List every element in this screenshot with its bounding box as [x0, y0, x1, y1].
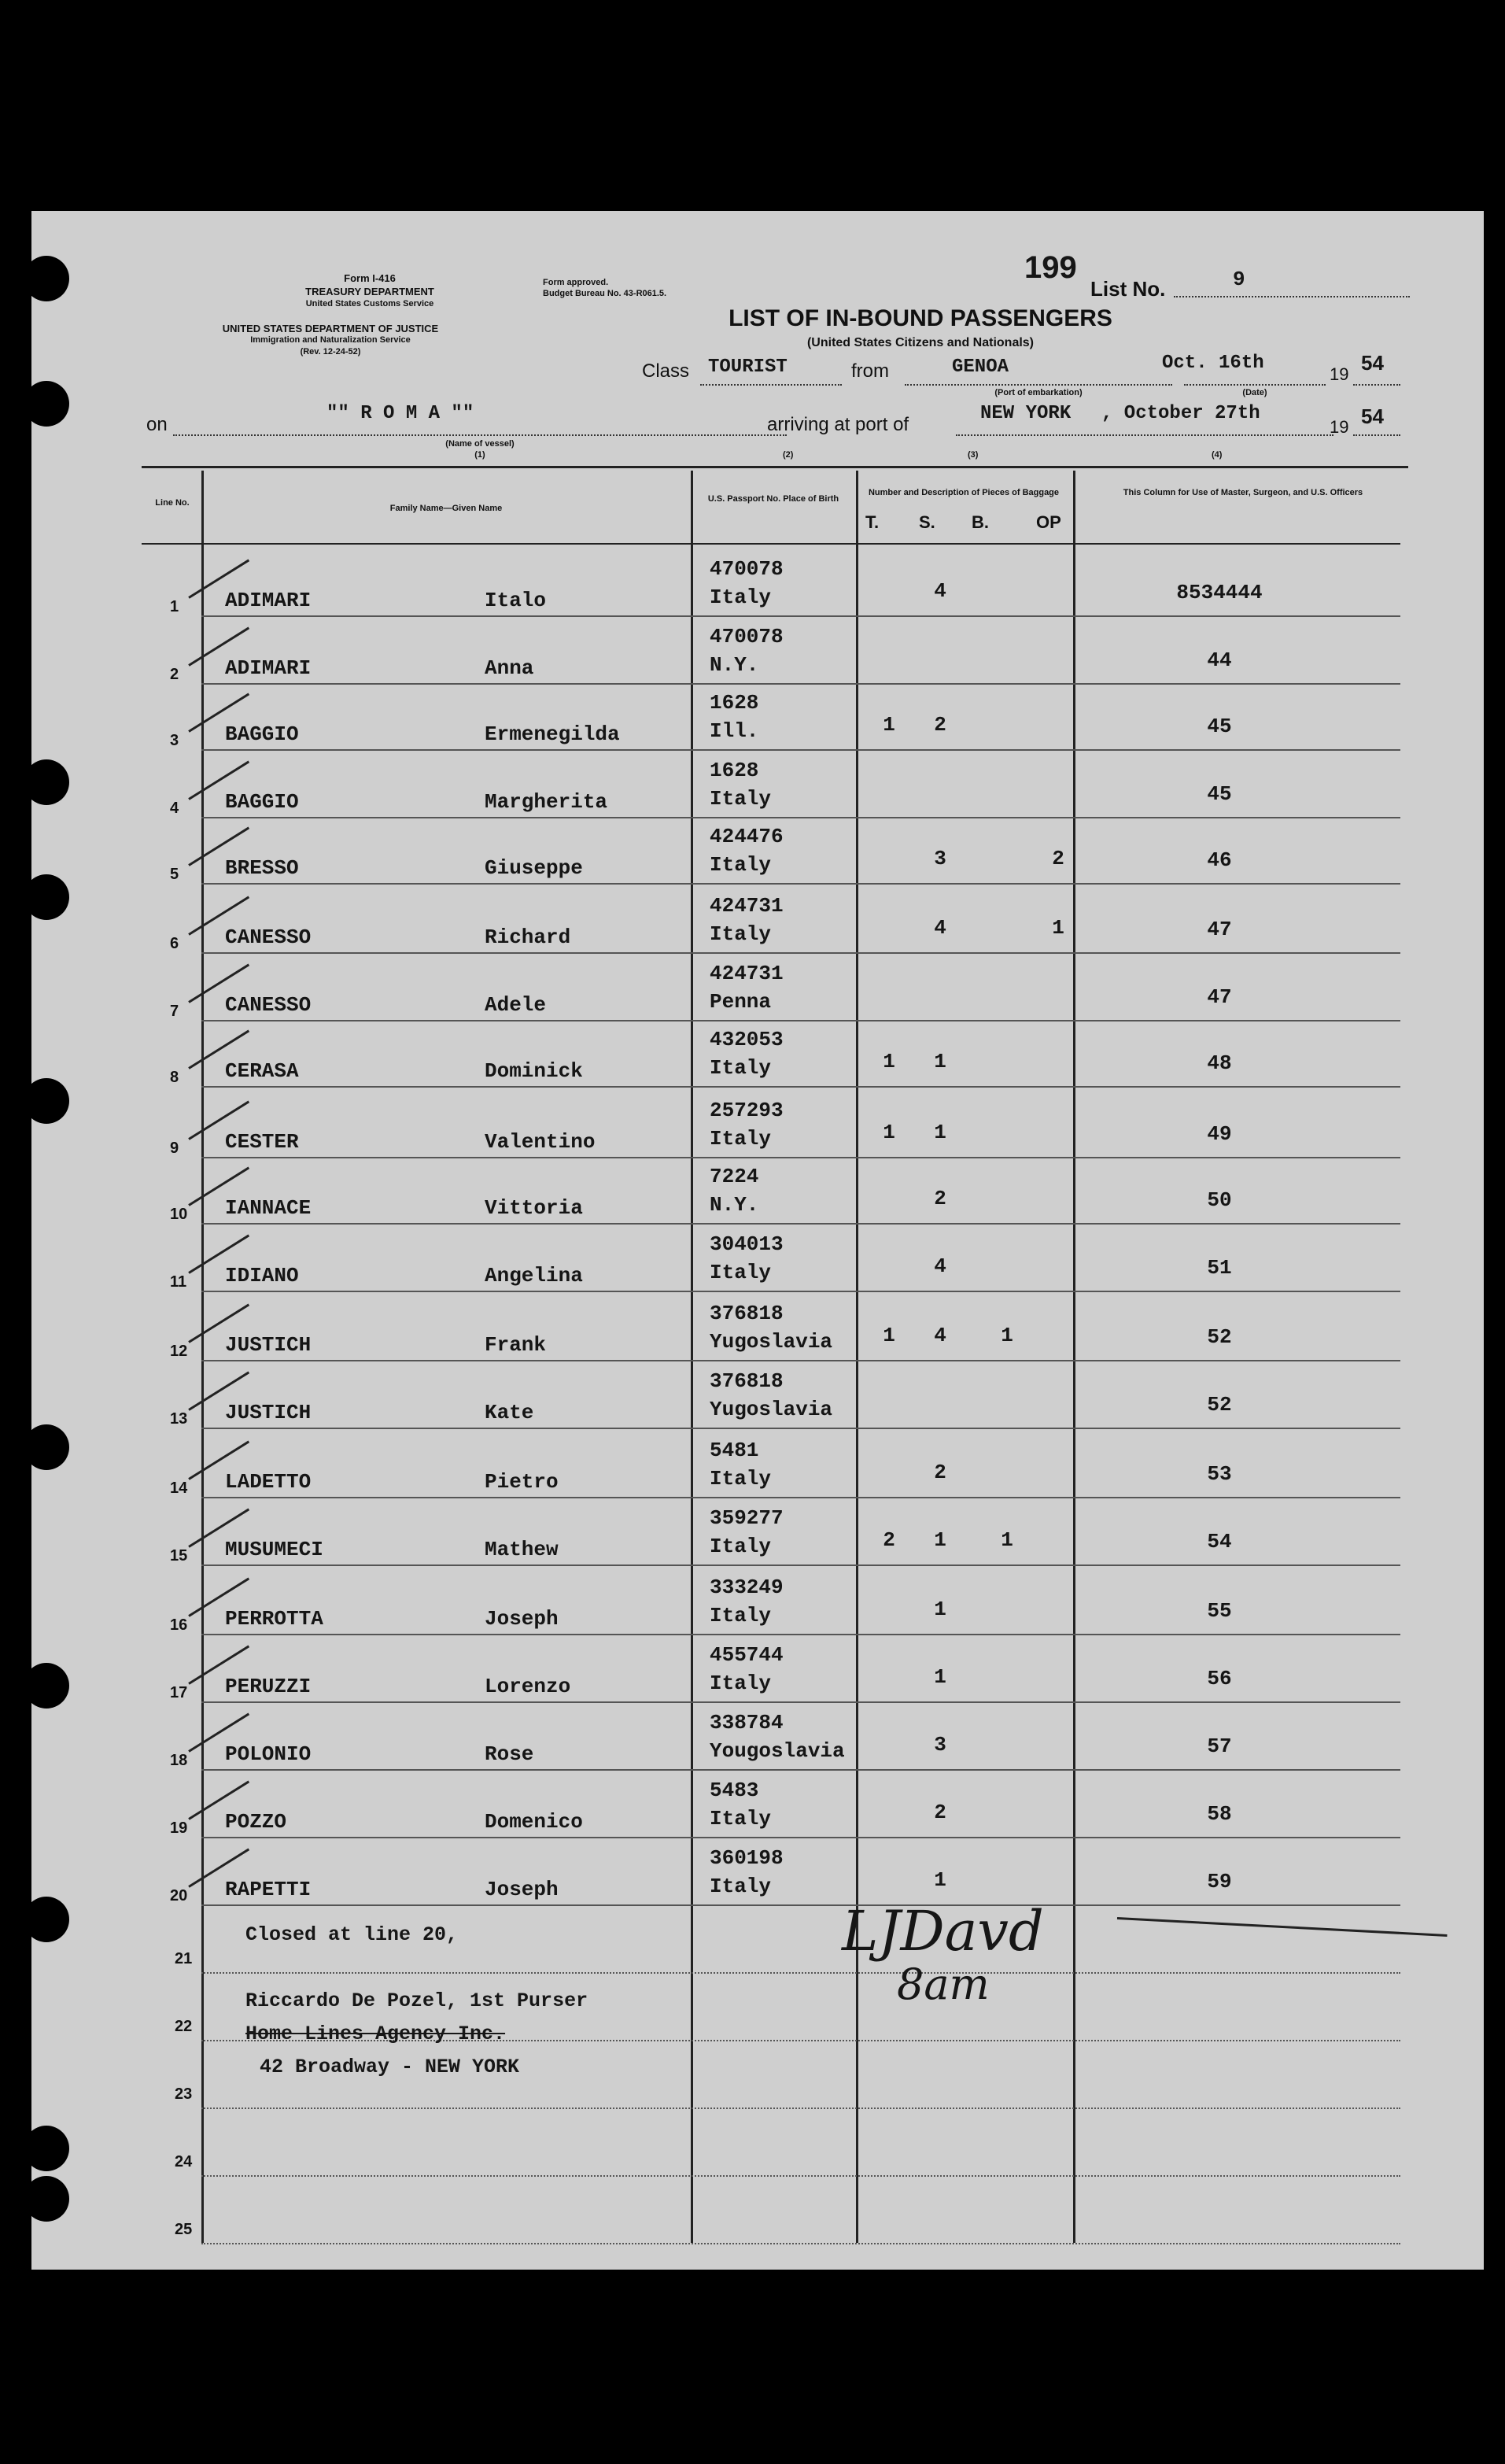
caption-3: (3): [968, 450, 979, 460]
passport-number: 424731: [710, 962, 784, 985]
customs-service: United States Customs Service: [305, 299, 434, 308]
passport-number: 5481: [710, 1439, 759, 1462]
place-of-birth: Penna: [710, 990, 772, 1014]
given-name: Lorenzo: [485, 1675, 571, 1698]
officer-code: 51: [1207, 1256, 1232, 1280]
officer-code: 45: [1207, 782, 1232, 806]
officer-code: 56: [1207, 1667, 1232, 1690]
form-approved: Form approved.: [543, 278, 609, 287]
embark-caption: (Port of embarkation): [994, 388, 1083, 397]
family-name: LADETTO: [225, 1470, 312, 1494]
bag-s-count: 3: [934, 1733, 946, 1757]
row-rule: [201, 1360, 1400, 1361]
vessel-name: "" R O M A "": [326, 403, 474, 424]
document-page: [31, 211, 1484, 2270]
bag-op-count: 2: [1052, 847, 1064, 870]
signature-time: 8am: [897, 1960, 990, 2009]
line-number: 16: [170, 1616, 188, 1634]
line-number: 25: [175, 2221, 193, 2238]
budget-bureau: Budget Bureau No. 43-R061.5.: [543, 289, 667, 298]
passport-number: 376818: [710, 1369, 784, 1393]
col-header-passport: U.S. Passport No. Place of Birth: [707, 494, 839, 504]
row-rule: [201, 817, 1400, 818]
bag-b: B.: [972, 512, 989, 532]
line-number: 15: [170, 1547, 188, 1564]
page-stamp: 199: [1024, 250, 1077, 285]
given-name: Kate: [485, 1401, 534, 1424]
family-name: IDIANO: [225, 1264, 299, 1287]
line-number: 14: [170, 1480, 188, 1497]
officer-code: 55: [1207, 1599, 1232, 1623]
given-name: Margherita: [485, 790, 608, 814]
list-no-value: 9: [1233, 268, 1245, 291]
vessel-caption: (Name of vessel): [445, 439, 515, 449]
passport-number: 338784: [710, 1711, 784, 1734]
passport-number: 1628: [710, 691, 759, 715]
given-name: Joseph: [485, 1878, 559, 1901]
punch-hole: [24, 759, 69, 805]
col-divider-officers: [1073, 471, 1075, 2243]
line-number: 10: [170, 1206, 188, 1223]
officer-code: 54: [1207, 1530, 1232, 1553]
from-line: [905, 384, 1172, 386]
officer-code: 47: [1207, 985, 1232, 1009]
given-name: Anna: [485, 656, 534, 680]
family-name: IANNACE: [225, 1196, 312, 1220]
col-header-line: Line No.: [155, 498, 190, 508]
col-header-name: Family Name—Given Name: [389, 504, 503, 513]
year2-line: [1353, 434, 1400, 436]
bag-s-count: 3: [934, 847, 946, 870]
bag-b-count: 1: [1001, 1324, 1013, 1347]
row-rule: [201, 683, 1400, 685]
from-value: GENOA: [952, 356, 1009, 378]
bag-s-count: 2: [934, 1461, 946, 1484]
passport-number: 360198: [710, 1846, 784, 1870]
form-number: Form I-416: [344, 272, 396, 284]
col-divider-passport: [691, 471, 693, 2243]
place-of-birth: Italy: [710, 922, 772, 946]
bag-t-count: 1: [883, 1324, 895, 1347]
line-number: 2: [170, 666, 179, 683]
passport-number: 470078: [710, 625, 784, 648]
vessel-caption-number: (1): [474, 450, 485, 460]
line-number: 3: [170, 732, 179, 749]
bag-s-count: 1: [934, 1868, 946, 1892]
family-name: JUSTICH: [225, 1333, 312, 1357]
row-rule: [201, 1904, 1400, 1906]
row-rule: [201, 952, 1400, 954]
date-caption: (Date): [1242, 388, 1267, 397]
given-name: Dominick: [485, 1059, 583, 1083]
row-rule: [201, 1972, 1400, 1974]
family-name: MUSUMECI: [225, 1538, 323, 1561]
family-name: BAGGIO: [225, 722, 299, 746]
line-number: 4: [170, 800, 179, 817]
family-name: BAGGIO: [225, 790, 299, 814]
row-rule: [201, 1634, 1400, 1635]
header-bottom-rule: [142, 543, 1400, 545]
place-of-birth: Yugoslavia: [710, 1398, 833, 1421]
punch-hole: [24, 381, 69, 427]
passport-number: 304013: [710, 1232, 784, 1256]
bag-s-count: 2: [934, 713, 946, 737]
place-of-birth: Ill.: [710, 719, 759, 743]
passport-number: 1628: [710, 759, 759, 782]
line-number: 22: [175, 2018, 193, 2035]
arrival-date: , October 27th: [1101, 403, 1260, 424]
place-of-birth: Italy: [710, 853, 772, 877]
bag-t-count: 2: [883, 1528, 895, 1552]
family-name: PERROTTA: [225, 1607, 323, 1631]
signature-stroke: [1117, 1917, 1448, 1937]
officer-code: 57: [1207, 1734, 1232, 1758]
bag-s-count: 4: [934, 916, 946, 940]
arrival-year: 54: [1361, 405, 1384, 428]
family-name: ADIMARI: [225, 656, 312, 680]
class-label: Class: [642, 360, 690, 382]
family-name: CANESSO: [225, 993, 312, 1017]
place-of-birth: Italy: [710, 1467, 772, 1491]
punch-hole: [24, 2176, 69, 2222]
line-number: 20: [170, 1887, 188, 1904]
bag-t-count: 1: [883, 1050, 895, 1073]
year-line: [1353, 384, 1400, 386]
given-name: Valentino: [485, 1130, 596, 1154]
family-name: RAPETTI: [225, 1878, 312, 1901]
line-number: 5: [170, 866, 179, 883]
line-number: 23: [175, 2085, 193, 2103]
row-rule: [201, 1769, 1400, 1771]
place-of-birth: Italy: [710, 1807, 772, 1830]
class-value: TOURIST: [708, 356, 788, 378]
punch-hole: [24, 1078, 69, 1124]
given-name: Mathew: [485, 1538, 559, 1561]
line-number: 9: [170, 1140, 179, 1157]
given-name: Adele: [485, 993, 547, 1017]
place-of-birth: Italy: [710, 1604, 772, 1627]
place-of-birth: Italy: [710, 1261, 772, 1284]
punch-hole: [24, 256, 69, 301]
line-number: 17: [170, 1684, 188, 1701]
place-of-birth: Italy: [710, 787, 772, 811]
bag-s: S.: [919, 512, 935, 532]
line-number: 8: [170, 1069, 179, 1086]
officer-code: 50: [1207, 1188, 1232, 1212]
vessel-line: [173, 434, 787, 436]
caption-2: (2): [783, 450, 794, 460]
row-rule: [201, 2175, 1400, 2177]
passport-number: 376818: [710, 1302, 784, 1325]
bag-s-count: 1: [934, 1528, 946, 1552]
line-number: 19: [170, 1819, 188, 1837]
bag-s-count: 4: [934, 1254, 946, 1278]
bag-t-count: 1: [883, 713, 895, 737]
passport-number: 7224: [710, 1165, 759, 1188]
col-divider-baggage: [856, 471, 858, 2243]
row-rule: [201, 1564, 1400, 1566]
line-number: 6: [170, 935, 179, 952]
class-line: [700, 384, 842, 386]
bag-op: OP: [1036, 512, 1061, 532]
table-top-rule: [142, 466, 1408, 468]
punch-hole: [24, 2126, 69, 2171]
officer-code: 58: [1207, 1802, 1232, 1826]
family-name: JUSTICH: [225, 1401, 312, 1424]
place-of-birth: Yougoslavia: [710, 1739, 845, 1763]
col-header-officers: This Column for Use of Master, Surgeon, and U.S. Officers: [1123, 488, 1363, 497]
officer-code: 53: [1207, 1462, 1232, 1486]
given-name: Ermenegilda: [485, 722, 620, 746]
row-rule: [201, 1497, 1400, 1498]
officer-code: 52: [1207, 1393, 1232, 1417]
bag-s-count: 1: [934, 1598, 946, 1621]
given-name: Joseph: [485, 1607, 559, 1631]
family-name: CANESSO: [225, 925, 312, 949]
row-rule: [201, 1291, 1400, 1292]
revision: (Rev. 12-24-52): [300, 347, 361, 356]
officer-code: 46: [1207, 848, 1232, 872]
bag-s-count: 4: [934, 579, 946, 603]
caption-4: (4): [1212, 450, 1223, 460]
family-name: ADIMARI: [225, 589, 312, 612]
passport-number: 424476: [710, 825, 784, 848]
punch-hole: [24, 1897, 69, 1942]
bag-s-count: 2: [934, 1801, 946, 1824]
punch-hole: [24, 874, 69, 920]
list-no-line: [1174, 296, 1410, 297]
year-prefix: 19: [1330, 364, 1349, 384]
closed-at-line: Closed at line 20,: [245, 1923, 459, 1946]
purser-name: Riccardo De Pozel, 1st Purser: [245, 1989, 588, 2012]
given-name: Vittoria: [485, 1196, 583, 1220]
row-rule: [201, 749, 1400, 751]
line-number: 18: [170, 1752, 188, 1769]
row-rule: [201, 1020, 1400, 1021]
row-rule: [201, 1837, 1400, 1838]
agency-address: 42 Broadway - NEW YORK: [260, 2056, 520, 2078]
family-name: PERUZZI: [225, 1675, 312, 1698]
given-name: Richard: [485, 925, 571, 949]
arrival-port: NEW YORK: [980, 403, 1072, 424]
punch-hole: [24, 1424, 69, 1470]
given-name: Pietro: [485, 1470, 559, 1494]
col-divider-line: [201, 471, 204, 2243]
passport-number: 470078: [710, 557, 784, 581]
officer-code: 45: [1207, 715, 1232, 738]
bag-s-count: 2: [934, 1187, 946, 1210]
year-value: 54: [1361, 351, 1384, 375]
given-name: Angelina: [485, 1264, 583, 1287]
form-subtitle: (United States Citizens and Nationals): [806, 336, 1035, 349]
row-rule: [201, 1157, 1400, 1158]
form-title: LIST OF IN-BOUND PASSENGERS: [729, 305, 1112, 331]
bag-s-count: 1: [934, 1665, 946, 1689]
given-name: Domenico: [485, 1810, 583, 1834]
row-rule: [201, 2243, 1400, 2244]
bag-s-count: 4: [934, 1324, 946, 1347]
passport-number: 333249: [710, 1576, 784, 1599]
date-line: [1184, 384, 1326, 386]
line-number: 21: [175, 1950, 193, 1967]
given-name: Giuseppe: [485, 856, 583, 880]
officer-signature: LJDavd: [842, 1899, 1044, 1963]
given-name: Rose: [485, 1742, 534, 1766]
col-header-baggage: Number and Description of Pieces of Baggage: [868, 488, 1060, 497]
year2-prefix: 19: [1330, 417, 1349, 437]
place-of-birth: Italy: [710, 1535, 772, 1558]
list-no-label: List No.: [1090, 277, 1166, 301]
place-of-birth: Yugoslavia: [710, 1330, 833, 1354]
passport-number: 432053: [710, 1028, 784, 1051]
bag-t: T.: [865, 512, 880, 532]
officer-code: 52: [1207, 1325, 1232, 1349]
treasury-dept: TREASURY DEPARTMENT: [305, 286, 434, 297]
line-number: 12: [170, 1343, 188, 1360]
officer-code: 47: [1207, 918, 1232, 941]
row-rule: [201, 883, 1400, 885]
place-of-birth: N.Y.: [710, 1193, 759, 1217]
from-label: from: [851, 360, 889, 382]
place-of-birth: N.Y.: [710, 653, 759, 677]
officer-code: 59: [1207, 1870, 1232, 1893]
line-number: 13: [170, 1410, 188, 1428]
departure-date: Oct. 16th: [1162, 353, 1264, 374]
officer-code: 8534444: [1176, 581, 1263, 604]
place-of-birth: Italy: [710, 586, 772, 609]
bag-b-count: 1: [1001, 1528, 1013, 1552]
place-of-birth: Italy: [710, 1127, 772, 1151]
bag-t-count: 1: [883, 1121, 895, 1144]
row-rule: [201, 1428, 1400, 1429]
place-of-birth: Italy: [710, 1056, 772, 1080]
passport-number: 257293: [710, 1099, 784, 1122]
passport-number: 5483: [710, 1779, 759, 1802]
line-number: 24: [175, 2153, 193, 2170]
given-name: Italo: [485, 589, 547, 612]
family-name: CESTER: [225, 1130, 299, 1154]
bag-s-count: 1: [934, 1050, 946, 1073]
officer-code: 44: [1207, 648, 1232, 672]
arriving-label: arriving at port of: [767, 414, 909, 435]
line-number: 11: [170, 1273, 187, 1291]
passport-number: 455744: [710, 1643, 784, 1667]
justice-dept: UNITED STATES DEPARTMENT OF JUSTICE: [222, 323, 439, 334]
bag-s-count: 1: [934, 1121, 946, 1144]
row-rule: [201, 615, 1400, 617]
place-of-birth: Italy: [710, 1672, 772, 1695]
officer-code: 48: [1207, 1051, 1232, 1075]
family-name: CERASA: [225, 1059, 299, 1083]
on-label: on: [146, 414, 168, 435]
place-of-birth: Italy: [710, 1875, 772, 1898]
row-rule: [201, 1701, 1400, 1703]
port-line: [956, 434, 1333, 436]
agency-name: Home Lines Agency Inc.: [245, 2023, 506, 2045]
row-rule: [201, 1223, 1400, 1225]
row-rule: [201, 1086, 1400, 1088]
punch-hole: [24, 1663, 69, 1709]
family-name: BRESSO: [225, 856, 299, 880]
line-number: 1: [170, 598, 179, 615]
bag-op-count: 1: [1052, 916, 1064, 940]
line-number: 7: [170, 1003, 179, 1020]
passport-number: 424731: [710, 894, 784, 918]
row-rule: [201, 2108, 1400, 2109]
ins-service: Immigration and Naturalization Service: [250, 335, 411, 345]
passport-number: 359277: [710, 1506, 784, 1530]
family-name: POLONIO: [225, 1742, 312, 1766]
family-name: POZZO: [225, 1810, 287, 1834]
officer-code: 49: [1207, 1122, 1232, 1146]
given-name: Frank: [485, 1333, 547, 1357]
